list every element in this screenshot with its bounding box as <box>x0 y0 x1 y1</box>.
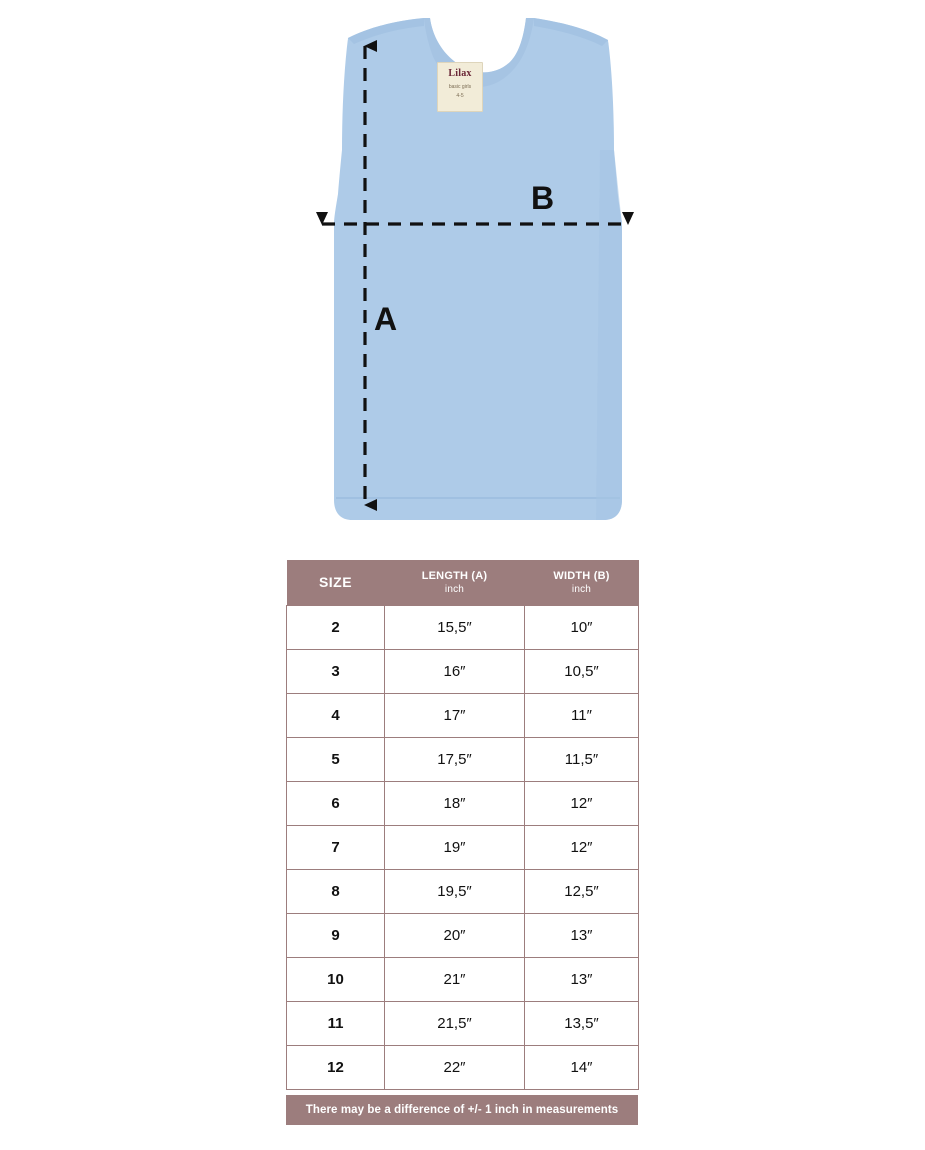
cell-size: 5 <box>287 738 385 782</box>
cell-size: 2 <box>287 606 385 650</box>
cell-length: 22″ <box>385 1046 525 1090</box>
column-header-width-label: WIDTH (B) <box>553 570 610 582</box>
cell-length: 18″ <box>385 782 525 826</box>
cell-width: 14″ <box>525 1046 639 1090</box>
size-chart <box>286 560 638 1090</box>
table-row <box>287 826 639 870</box>
table-row <box>287 694 639 738</box>
column-header-width <box>525 560 639 606</box>
length-label-a: A <box>374 301 398 337</box>
cell-width: 13″ <box>525 914 639 958</box>
table-row <box>287 738 639 782</box>
table-row <box>287 1002 639 1046</box>
table-row <box>287 870 639 914</box>
cell-length: 20″ <box>385 914 525 958</box>
cell-length: 17″ <box>385 694 525 738</box>
column-header-size-label: SIZE <box>318 574 353 591</box>
table-row <box>287 1046 639 1090</box>
table-header-row <box>287 560 639 606</box>
cell-size: 7 <box>287 826 385 870</box>
size-chart-table <box>286 560 639 1090</box>
column-header-length <box>385 560 525 606</box>
cell-size: 8 <box>287 870 385 914</box>
cell-size: 10 <box>287 958 385 1002</box>
brand-tag-size: 4-5 <box>456 92 464 99</box>
table-row <box>287 650 639 694</box>
cell-size: 3 <box>287 650 385 694</box>
cell-width: 12″ <box>525 826 639 870</box>
cell-length: 19,5″ <box>385 870 525 914</box>
cell-size: 12 <box>287 1046 385 1090</box>
table-row <box>287 958 639 1002</box>
cell-length: 17,5″ <box>385 738 525 782</box>
cell-width: 12″ <box>525 782 639 826</box>
column-header-length-unit: inch <box>444 583 465 595</box>
brand-tag-name: Lilax <box>448 68 472 79</box>
cell-length: 21,5″ <box>385 1002 525 1046</box>
column-header-length-label: LENGTH (A) <box>421 570 488 582</box>
cell-size: 4 <box>287 694 385 738</box>
cell-length: 19″ <box>385 826 525 870</box>
table-row <box>287 606 639 650</box>
cell-length: 21″ <box>385 958 525 1002</box>
cell-size: 11 <box>287 1002 385 1046</box>
cell-width: 13,5″ <box>525 1002 639 1046</box>
cell-length: 16″ <box>385 650 525 694</box>
cell-length: 15,5″ <box>385 606 525 650</box>
brand-tag-sub: basic girls <box>448 83 472 90</box>
brand-tag <box>437 62 483 112</box>
column-header-width-unit: inch <box>571 583 592 595</box>
measurement-disclaimer: There may be a difference of +/- 1 inch in measurements <box>286 1095 638 1125</box>
table-row <box>287 782 639 826</box>
column-header-size <box>287 560 385 606</box>
cell-width: 10″ <box>525 606 639 650</box>
cell-size: 6 <box>287 782 385 826</box>
garment-illustration <box>0 0 925 555</box>
cell-width: 10,5″ <box>525 650 639 694</box>
cell-width: 11″ <box>525 694 639 738</box>
cell-width: 12,5″ <box>525 870 639 914</box>
cell-size: 9 <box>287 914 385 958</box>
width-label-b: B <box>531 180 555 216</box>
cell-width: 11,5″ <box>525 738 639 782</box>
cell-width: 13″ <box>525 958 639 1002</box>
table-row <box>287 914 639 958</box>
